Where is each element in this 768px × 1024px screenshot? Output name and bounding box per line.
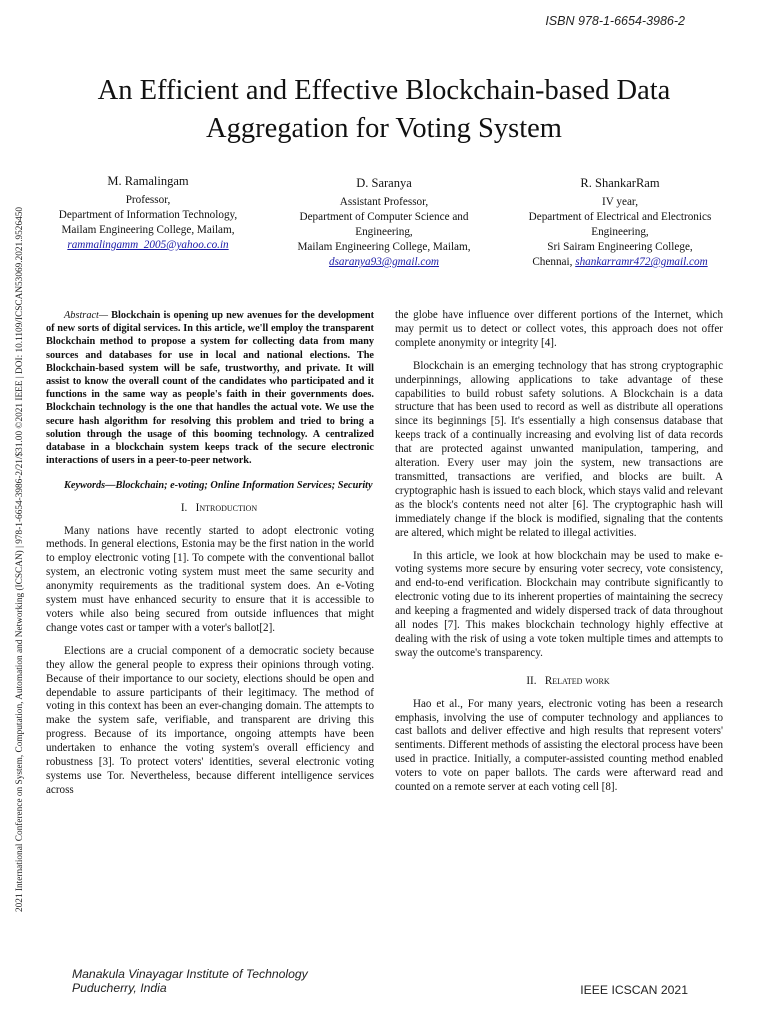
paragraph: Elections are a crucial component of a democratic society because they allow the general people to express their opinions through voting. Because of their importance to our society, elections should be open and dependable to assure participants of their legitimacy. The method of voting in this context has been an ever-changing domain. The attempts to make the system safe, verifiable, and transparent are driving this progress. Because of its importance, ongoing attempts have been undertaken to enhance the voting system's overall efficiency and robustness [3]. To protect voters' identities, several electronic voting systems use Tor. Nevertheless, because different intelligence services across <box>46 644 374 796</box>
footer-conference: IEEE ICSCAN 2021 <box>580 983 688 997</box>
author-institution: Mailam Engineering College, Mailam, <box>297 241 471 253</box>
paragraph: Hao et al., For many years, electronic voting has been a research emphasis, involving the use of computer technology and appliances to cast ballots and deliver effective and high results that represent voters' sentiments. Different methods of assisting the electoral process have been used in practice. Initially, a computer-assisted counting method enabled voters to vote on paper ballots. The cards were afterward read and counted on a remote server at each voting cell [8]. <box>395 697 723 794</box>
paragraph: In this article, we look at how blockchain may be used to make e-voting systems more secure by ensuring voter secrecy, vote consistency, and end-to-end verification. Blockchain may contribute significantly to electronic voting due to its inherent properties of maintaining the secrecy and keeping a fragmented and widely dispersed track of data throughout all nodes [7]. This makes blockchain technology highly effective at dealing with the risk of using a vote token multiple times and attempts to sway the outcome's transparency. <box>395 549 723 659</box>
author-city: Chennai, <box>532 256 576 268</box>
doi-sidebar: 2021 International Conference on System, Computation, Automation and Networking (ICSCAN) | 978-1-6654-3986-2/21/$31.00 ©2021 IEEE | DOI: 10.1109/ICSCAN53069.2021.9526450 <box>15 206 25 912</box>
author-department: Department of Information Technology, <box>58 209 238 221</box>
author-department-cont: Engineering, <box>591 226 649 238</box>
footer-institute-location: Puducherry, India <box>72 981 167 995</box>
author-institution: Sri Sairam Engineering College, <box>547 241 693 253</box>
author-name: M. Ramalingam <box>107 174 189 188</box>
footer-institute-name: Manakula Vinayagar Institute of Technology <box>72 967 308 981</box>
author-role: Assistant Professor, <box>339 196 429 208</box>
right-column <box>395 309 723 804</box>
keywords: Keywords—Blockchain; e-voting; Online Information Services; Security <box>64 480 373 492</box>
author-role: Professor, <box>125 194 171 206</box>
left-column <box>46 309 374 807</box>
author-email-link[interactable]: dsaranya93@gmail.com <box>328 256 440 268</box>
isbn-label: ISBN 978-1-6654-3986-2 <box>545 14 685 28</box>
author-email-link[interactable]: shankarramr472@gmail.com <box>575 256 708 268</box>
footer-institute <box>72 967 308 995</box>
author-department: Department of Electrical and Electronics <box>528 211 712 223</box>
section-heading-related-work: II. Related work <box>526 674 610 687</box>
paragraph: Blockchain is an emerging technology that has strong cryptographic underpinnings, allowing applications to take advantage of these capabilities to build robust safety solutions. A Blockchain is a data structure that has been used to record as well as distribute all operations since its beginnings [5]. It's essentially a high consensus database that keeps track of a continually increasing and evolving list of data records that are protected against unwanted manipulation, tampering, and alteration. Every user may join the system, new transactions are transmitted, transactions are verified, and blocks are built. A cryptographic hash is issued to each block, which stays valid and relevant as the block's contents need not alter [6]. The cryptographic hash will immediately change if the block is modified, signaling that the contents are altered, which might be related to illegal activities. <box>395 359 723 539</box>
author-department-cont: Engineering, <box>355 226 413 238</box>
author-name: D. Saranya <box>356 176 412 190</box>
abstract-body: Blockchain is opening up new avenues for the development of new sorts of digital services. In this article, we'll employ the transparent Blockchain method to propose a system for collecting data from many sources and databases for use in local and national elections. The Blockchain-based system will be safe, trustworthy, and private. It will assist to know the overall count of the candidates who participated and it functions in the same way as people's faith in their governments does. Blockchain technology is the one that handles the actual vote. We use the secure hash algorithm for resolving this problem and tried to bring a solution through the usage of this booming technology. A centralized database in a blockchain system keeps track of the secure electronic interactions of users in a peer-to-peer network. <box>46 310 374 467</box>
author-name: R. ShankarRam <box>580 176 660 190</box>
section-heading-introduction: I. Introduction <box>180 501 258 514</box>
title-line-1: An Efficient and Effective Blockchain-based Data <box>97 75 671 106</box>
paragraph: Many nations have recently started to adopt electronic voting methods. In general elections, Estonia may be the first nation in the world to employ electronic voting [1]. To compete with the conventional ballot system, an electronic voting system must meet the same security and anonymity requirements as the traditional system does. An e-Voting system must have enhanced security to ensure that it is accessible to voters while also being secured from outside influences that might change votes cast or tamper with a voter's ballot[2]. <box>46 524 374 634</box>
paragraph: the globe have influence over different portions of the Internet, which may permit us to detect or collect votes, this approach does not offer complete anonymity or integrity [4]. <box>395 309 723 349</box>
abstract <box>46 309 374 467</box>
author-role: IV year, <box>602 196 638 208</box>
paper-title <box>0 72 768 148</box>
author-email-link[interactable]: rammalingamm_2005@yahoo.co.in <box>67 239 229 251</box>
title-line-2: Aggregation for Voting System <box>206 113 562 144</box>
author-block-2 <box>278 176 490 270</box>
author-block-1 <box>40 174 256 253</box>
abstract-lead: Abstract— <box>64 310 109 321</box>
author-institution: Mailam Engineering College, Mailam, <box>61 224 235 236</box>
author-department: Department of Computer Science and <box>299 211 469 223</box>
author-block-3 <box>508 176 732 270</box>
